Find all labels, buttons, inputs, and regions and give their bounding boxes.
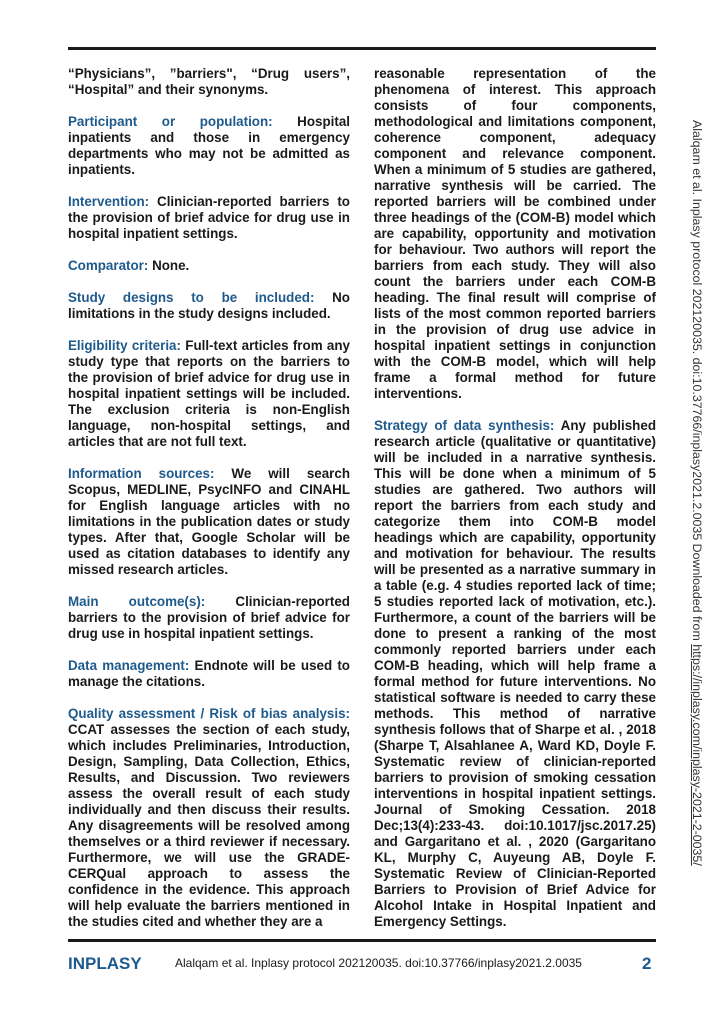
- para-data-management: Data management: Endnote will be used to manage the citations.: [68, 658, 350, 689]
- heading-information-sources: Information sources:: [68, 466, 215, 481]
- heading-study-designs: Study designs to be included:: [68, 290, 315, 305]
- heading-main-outcomes: Main outcome(s):: [68, 594, 206, 609]
- heading-data-synthesis: Strategy of data synthesis:: [374, 418, 555, 433]
- heading-eligibility: Eligibility criteria:: [68, 338, 181, 353]
- para-eligibility: Eligibility criteria: Full-text articles from any study type that reports on the barriers to the provision of brief advice for drug use in hospital inpatient settings will be included. The exclusion criteria is non-English language, non-hospital settings, and articles that are not full text.: [68, 338, 350, 449]
- para-search-terms: “Physicians”, ”barriers", “Drug users”, “Hospital” and their synonyms.: [68, 66, 350, 97]
- footer-brand-logo: INPLASY: [68, 954, 142, 973]
- left-column: [68, 66, 350, 946]
- footer-citation: Alalqam et al. Inplasy protocol 202120035. doi:10.37766/inplasy2021.2.0035: [175, 956, 582, 970]
- para-information-sources: Information sources: We will search Scopus, MEDLINE, PsycINFO and CINAHL for English language articles with no limitations in the publication dates or study types. After that, Google Scholar will be used as citation databases to identify any missed research articles.: [68, 466, 350, 577]
- para-quality-assessment: Quality assessment / Risk of bias analysis: CCAT assesses the section of each study, which includes Preliminaries, Introduction, Design, Sampling, Data Collection, Ethics, Results, and Discussion. Two reviewers assess the overall result of each study individually and then discuss their results. Any disagreements will be resolved among themselves or a third reviewer if necessary. Furthermore, we will use the GRADE-CERQual approach to assess the confidence in the evidence. This approach will help evaluate the barriers mentioned in the studies cited and whether they are a: [68, 706, 350, 929]
- bottom-rule: [68, 939, 656, 942]
- sidebar-download-notice: Alalqam et al. Inplasy protocol 202120035. doi:10.37766/inplasy2021.2.0035 Downloaded from https://inplasy.com/inplasy-2021-2-0035/: [690, 120, 704, 866]
- para-main-outcomes: Main outcome(s): Clinician-reported barriers to the provision of brief advice for drug use in hospital inpatient settings.: [68, 594, 350, 641]
- top-rule: [68, 47, 656, 50]
- para-study-designs: Study designs to be included: No limitations in the study designs included.: [68, 290, 350, 321]
- para-intervention: Intervention: Clinician-reported barriers to the provision of brief advice for drug use in hospital inpatient settings.: [68, 194, 350, 241]
- page-number: 2: [642, 954, 652, 973]
- para-comparator: Comparator: None.: [68, 258, 190, 273]
- para-participants: Participant or population: Hospital inpatients and those in emergency departments who may not be admitted as inpatients.: [68, 114, 350, 177]
- heading-intervention: Intervention:: [68, 194, 150, 209]
- download-link[interactable]: https://inplasy.com/inplasy-2021-2-0035/: [690, 644, 704, 866]
- heading-participants: Participant or population:: [68, 114, 273, 129]
- para-data-synthesis: Strategy of data synthesis: Any published research article (qualitative or quantitative) will be included in a narrative synthesis. This will be done when a minimum of 5 studies are gathered. Two authors will report the barriers from each study and categorize them into COM-B model headings which are capability, opportunity and motivation for behaviour. The results will be presented as a narrative summary in a table (e.g. 4 studies reported lack of time; 5 studies reported lack of motivation, etc.). Furthermore, a count of the barriers will be done to present a ranking of the most commonly reported barriers under each COM-B heading, which will help frame a formal method for future interventions. No statistical software is needed to carry these methods. This method of narrative synthesis follows that of Sharpe et al. , 2018 (Sharpe T, Alsahlanee A, Ward KD, Doyle F. Systematic review of clinician-reported barriers to provision of smoking cessation interventions in hospital inpatient settings. Journal of Smoking Cessation. 2018 Dec;13(4):233-43. doi:10.1017/jsc.2017.25) and Gargaritano et al. , 2020 (Gargaritano KL, Murphy C, Auyeung AB, Doyle F. Systematic Review of Clinician-Reported Barriers to Provision of Brief Advice for Alcohol Intake in Hospital Inpatient and Emergency Settings.: [374, 418, 656, 929]
- right-column: [374, 66, 656, 946]
- heading-data-management: Data management:: [68, 658, 190, 673]
- para-grade-cerqual-continued: reasonable representation of the phenomena of interest. This approach consists of four components, methodological and limitations component, coherence component, adequacy component and relevance component. When a minimum of 5 studies are gathered, narrative synthesis will be carried. The reported barriers will be combined under three headings of the (COM-B) model which are capability, opportunity and motivation for behaviour. Two authors will report the barriers from each study. They will also count the barriers under each COM-B heading. The final result will comprise of lists of the most common reported barriers in the provision of drug use advice in hospital inpatient settings in conjunction with the COM-B model, which will help frame a formal method for future interventions.: [374, 66, 656, 401]
- heading-quality-assessment: Quality assessment / Risk of bias analysis:: [68, 706, 350, 721]
- heading-comparator: Comparator:: [68, 258, 149, 273]
